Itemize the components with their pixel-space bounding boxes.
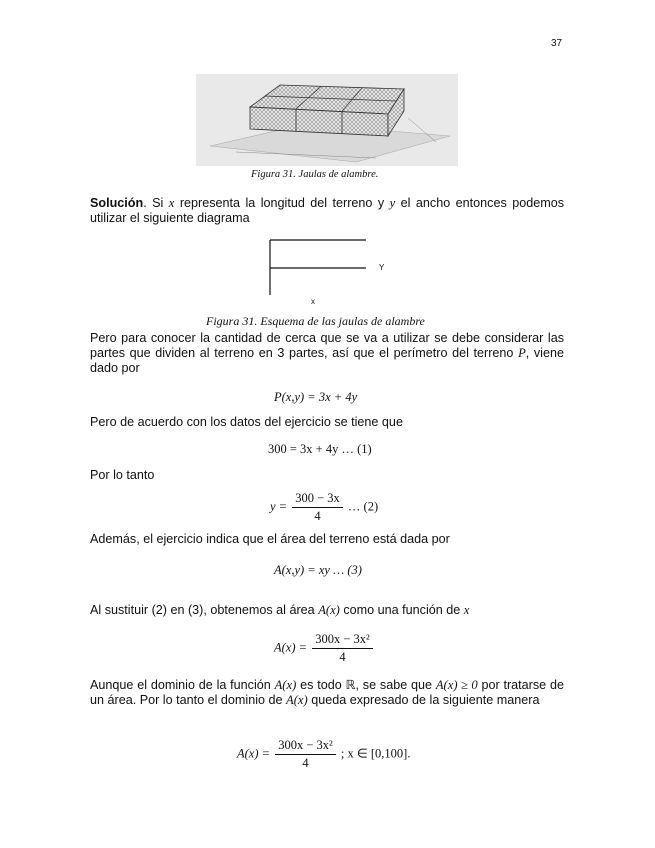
diagram-label-x: x bbox=[311, 297, 315, 306]
therefore-paragraph: Por lo tanto bbox=[90, 468, 155, 482]
wire-cages-image bbox=[196, 74, 458, 166]
perimeter-paragraph: Pero para conocer la cantidad de cerca que se va a utilizar se debe considerar las partes que dividen al terreno en 3 partes, así que el perímetro del terreno P, viene dado por bbox=[90, 331, 564, 375]
fence-diagram bbox=[262, 235, 392, 310]
equation-1: 300 = 3x + 4y … (1) bbox=[268, 442, 372, 456]
equation-4: A(x) = $\frac{\text{300x − 3x²}}{4}$ bbox=[274, 632, 375, 665]
equation-5-fraction: $\frac{\text{300x − 3x²}}{4}$ bbox=[275, 738, 336, 771]
domain-paragraph: Aunque el dominio de la función A(x) es todo ℝ, se sabe que A(x) ≥ 0 por tratarse de un área. Por lo tanto el dominio de A(x) queda expresado de la siguiente manera bbox=[90, 678, 564, 707]
substitute-paragraph: Al sustituir (2) en (3), obtenemos al área A(x) como una función de x bbox=[90, 603, 470, 617]
equation-perimeter: P(x,y) = 3x + 4y bbox=[274, 390, 358, 404]
equation-2-fraction: $\frac{300 - 3x}{4}$ bbox=[292, 491, 343, 524]
equation-4-fraction: $\frac{\text{300x − 3x²}}{4}$ bbox=[312, 632, 373, 665]
equation-2: y = $\frac{300 - 3x}{4}$ … (2) bbox=[270, 491, 379, 523]
figure-1-caption: Figura 31. Jaulas de alambre. bbox=[251, 169, 379, 180]
solution-label: Solución bbox=[90, 196, 144, 210]
equation-5: A(x) = $\frac{\text{300x − 3x²}}{4}$ ; x ∈ [0,100]. bbox=[237, 738, 411, 770]
page-number: 37 bbox=[551, 38, 563, 49]
area-paragraph: Además, el ejercicio indica que el área del terreno está dada por bbox=[90, 532, 450, 546]
equation-3: A(x,y) = xy … (3) bbox=[274, 563, 362, 577]
data-paragraph: Pero de acuerdo con los datos del ejercicio se tiene que bbox=[90, 415, 403, 429]
diagram-label-y: Y bbox=[379, 263, 385, 272]
solution-paragraph: Solución. Si x representa la longitud del terreno y y el ancho entonces podemos utilizar el siguiente diagrama bbox=[90, 196, 565, 225]
figure-2-caption: Figura 31. Esquema de las jaulas de alambre bbox=[206, 314, 425, 328]
